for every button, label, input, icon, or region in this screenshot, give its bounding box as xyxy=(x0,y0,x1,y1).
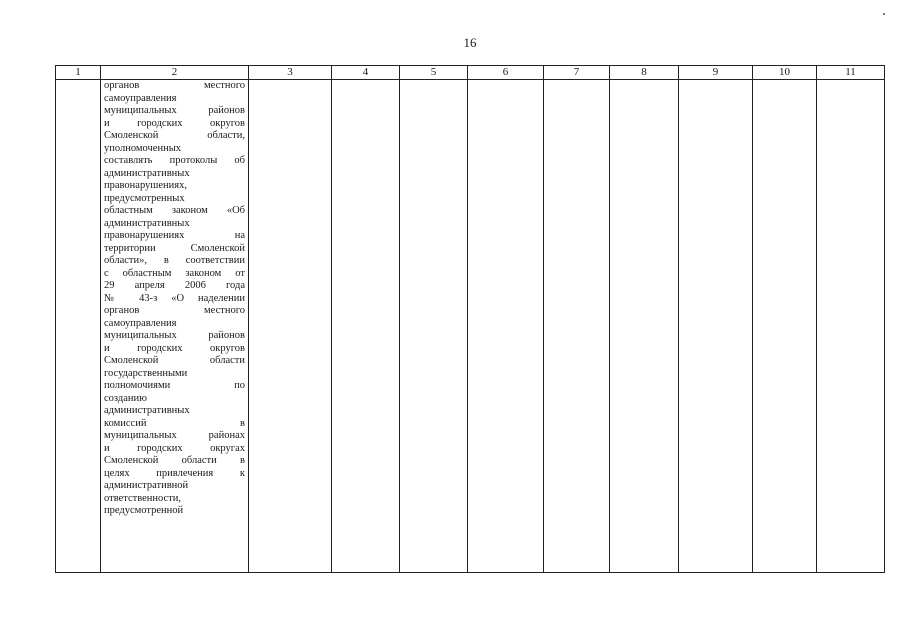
cell-col-7 xyxy=(544,80,610,573)
description-line: области», в соответствии xyxy=(104,255,245,266)
column-header-9: 9 xyxy=(679,66,753,80)
description-line: административных xyxy=(104,217,190,229)
cell-col-2 xyxy=(101,80,249,573)
cell-col-11 xyxy=(817,80,885,573)
description-line: Смоленской области в xyxy=(104,455,245,466)
description-line: территории Смоленской xyxy=(104,242,245,254)
description-line: областным законом «Об xyxy=(104,205,245,216)
description-line: органов местного xyxy=(104,80,245,91)
description-line: № 43-з «О наделении xyxy=(104,292,245,304)
column-header-10: 10 xyxy=(753,66,817,80)
scan-mark xyxy=(883,13,885,15)
column-header-4: 4 xyxy=(332,66,400,80)
description-line: самоуправления xyxy=(104,92,177,104)
description-line: самоуправления xyxy=(104,317,177,329)
description-line: административной xyxy=(104,480,189,491)
description-line: правонарушениях на xyxy=(104,230,245,241)
table-row xyxy=(56,80,885,573)
description-line: уполномоченных xyxy=(104,142,181,154)
column-header-5: 5 xyxy=(400,66,468,80)
cell-col-6 xyxy=(468,80,544,573)
column-header-7: 7 xyxy=(544,66,610,80)
column-header-6: 6 xyxy=(468,66,544,80)
cell-col-4 xyxy=(332,80,400,573)
header-row xyxy=(56,66,885,80)
description-line: правонарушениях, xyxy=(104,180,187,191)
description-line: целях привлечения к xyxy=(104,467,245,479)
description-line: муниципальных районах xyxy=(104,430,245,441)
description-line: с областным законом от xyxy=(104,267,245,279)
description-line: и городских округов xyxy=(104,342,245,354)
data-table xyxy=(55,65,885,573)
description-line: и городских округов xyxy=(104,117,245,129)
cell-col-10 xyxy=(753,80,817,573)
description-line: муниципальных районов xyxy=(104,105,245,116)
description-line: предусмотренной xyxy=(104,505,184,516)
cell-col-5 xyxy=(400,80,468,573)
description-line: полномочиями по xyxy=(104,380,245,391)
description-line: административных xyxy=(104,167,190,179)
column-header-3: 3 xyxy=(249,66,332,80)
description-text xyxy=(101,80,248,518)
column-header-8: 8 xyxy=(610,66,679,80)
description-line: органов местного xyxy=(104,305,245,316)
description-line: Смоленской области xyxy=(104,355,245,366)
description-line: 29 апреля 2006 года xyxy=(104,280,245,291)
description-line: Смоленской области, xyxy=(104,130,245,141)
cell-col-8 xyxy=(610,80,679,573)
description-line: предусмотренных xyxy=(104,192,185,204)
description-line: государственными xyxy=(104,367,188,379)
cell-col-1 xyxy=(56,80,101,573)
column-header-2: 2 xyxy=(101,66,249,80)
description-line: ответственности, xyxy=(104,492,182,504)
description-line: созданию xyxy=(104,392,147,404)
description-line: и городских округах xyxy=(104,442,245,454)
page-number: 16 xyxy=(463,35,477,50)
description-line: муниципальных районов xyxy=(104,330,245,341)
cell-col-3 xyxy=(249,80,332,573)
description-line: составлять протоколы об xyxy=(104,155,245,166)
description-line: административных xyxy=(104,405,190,416)
cell-col-9 xyxy=(679,80,753,573)
column-header-11: 11 xyxy=(817,66,885,80)
column-header-1: 1 xyxy=(56,66,101,80)
description-line: комиссий в xyxy=(104,417,245,429)
